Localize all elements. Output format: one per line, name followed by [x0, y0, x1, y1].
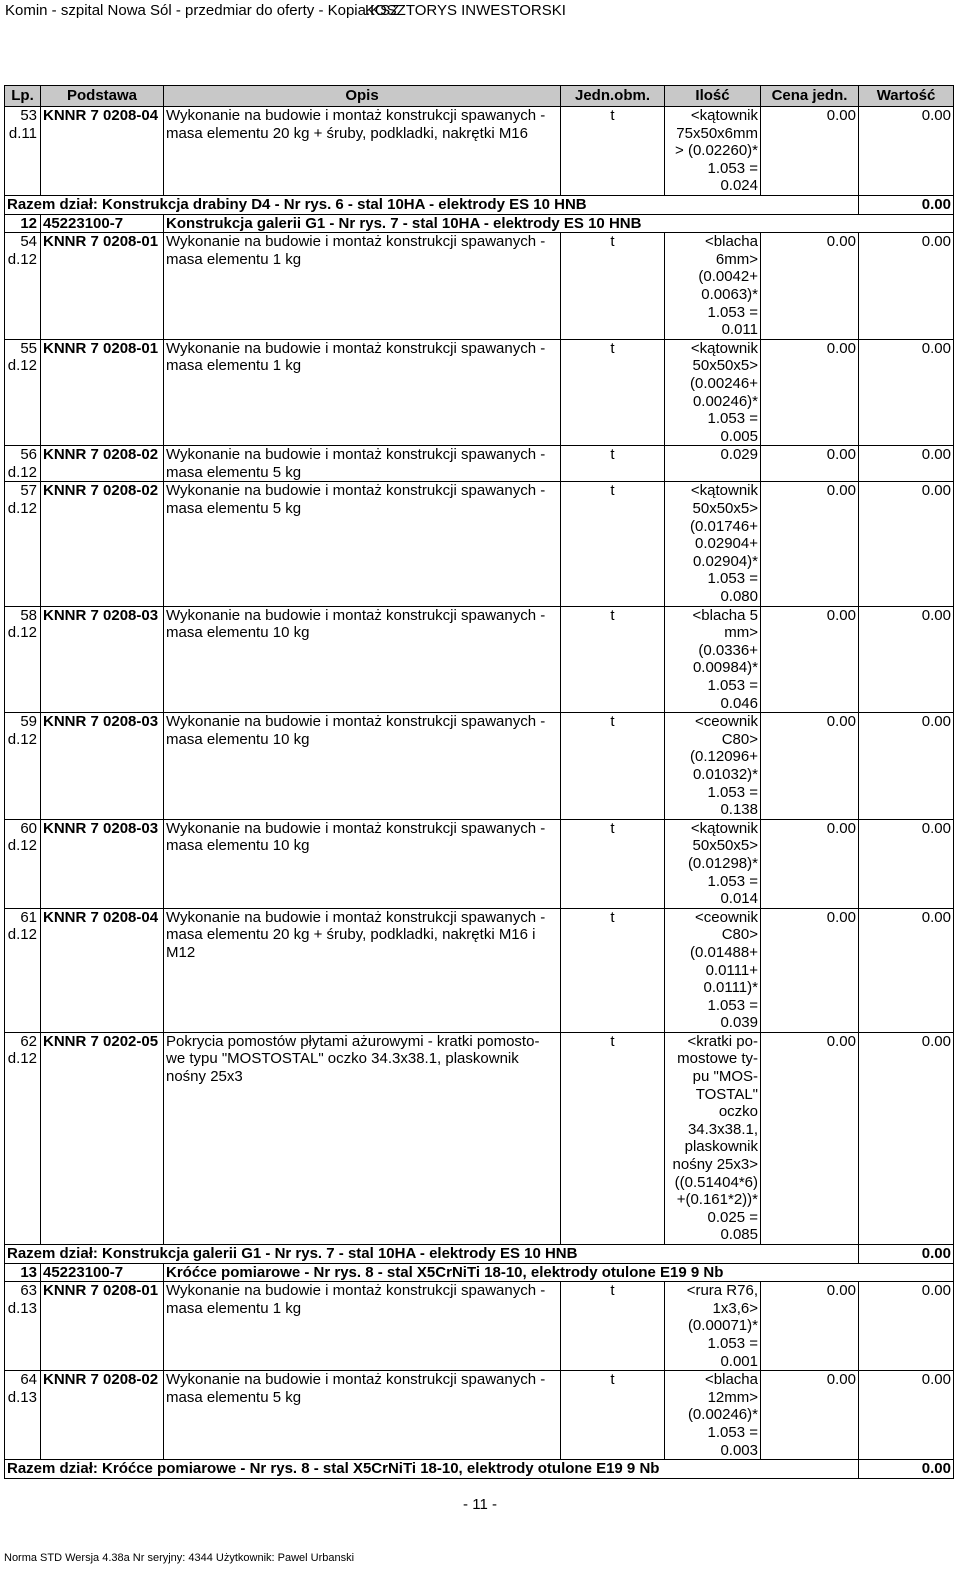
row-quantity	[665, 482, 761, 606]
row-unit: t	[561, 1032, 665, 1244]
quantity-line: <ceownik	[695, 908, 758, 926]
row-quantity	[665, 446, 761, 482]
col-cena: Cena jedn.	[761, 86, 859, 107]
row-lp-line: 63	[20, 1282, 37, 1300]
row-podstawa: KNNR 7 0202-05	[41, 1032, 164, 1244]
quantity-line: 0.080	[720, 588, 758, 606]
row-unit: t	[561, 606, 665, 713]
row-podstawa: KNNR 7 0208-04	[41, 107, 164, 196]
row-unit: t	[561, 1371, 665, 1460]
quantity-line: 0.00984)*	[692, 659, 758, 677]
row-unit: t	[561, 482, 665, 606]
estimate-table	[4, 85, 954, 1479]
row-value: 0.00	[859, 713, 954, 820]
row-value: 0.00	[859, 339, 954, 446]
quantity-line: 0.039	[720, 1014, 758, 1032]
row-lp-line: d.13	[7, 1388, 37, 1406]
quantity-line: (0.01488+	[690, 943, 758, 961]
row-podstawa: KNNR 7 0208-01	[41, 1282, 164, 1371]
row-lp-line: d.12	[7, 624, 37, 642]
quantity-line: (0.12096+	[690, 748, 758, 766]
quantity-line: 0.0111)*	[703, 979, 758, 997]
row-unit: t	[561, 446, 665, 482]
quantity-line: (0.00246+	[690, 374, 758, 392]
row-value: 0.00	[859, 1282, 954, 1371]
row-opis: Wykonanie na budowie i montaż konstrukcji spawanych - masa elementu 1 kg	[164, 1282, 561, 1371]
row-opis: Wykonanie na budowie i montaż konstrukcji spawanych - masa elementu 1 kg	[164, 233, 561, 340]
row-podstawa: KNNR 7 0208-02	[41, 446, 164, 482]
row-quantity	[665, 819, 761, 908]
row-quantity	[665, 107, 761, 196]
quantity-line: 0.025 =	[707, 1208, 758, 1226]
row-lp	[5, 1282, 41, 1371]
quantity-line: (0.00071)*	[687, 1317, 758, 1335]
quantity-line: 0.02904+	[695, 535, 758, 553]
row-lp	[5, 713, 41, 820]
row-lp-line: d.12	[7, 926, 37, 944]
quantity-line: 1.053 =	[707, 783, 758, 801]
table-row	[5, 107, 954, 196]
quantity-line: C80>	[721, 730, 758, 748]
quantity-line: 0.138	[720, 801, 758, 819]
row-unit-price: 0.00	[761, 606, 859, 713]
row-quantity	[665, 606, 761, 713]
row-lp	[5, 446, 41, 482]
section-total-value: 0.00	[859, 1460, 954, 1479]
quantity-line: 12mm>	[707, 1388, 758, 1406]
quantity-line: 1.053 =	[707, 303, 758, 321]
row-lp	[5, 819, 41, 908]
footer-info: Norma STD Wersja 4.38a Nr seryjny: 4344 Użytkownik: Pawel Urbanski	[4, 1552, 355, 1564]
row-lp-line: 59	[20, 713, 37, 731]
row-lp	[5, 339, 41, 446]
quantity-line: 0.00246)*	[692, 392, 758, 410]
section-title: Konstrukcja galerii G1 - Nr rys. 7 - stal 10HA - elektrody ES 10 HNB	[164, 214, 954, 233]
col-podstawa: Podstawa	[41, 86, 164, 107]
row-podstawa: KNNR 7 0208-02	[41, 1371, 164, 1460]
row-podstawa: KNNR 7 0208-03	[41, 606, 164, 713]
row-unit: t	[561, 713, 665, 820]
quantity-line: 0.003	[720, 1441, 758, 1459]
table-row	[5, 446, 954, 482]
quantity-line: 0.085	[720, 1226, 758, 1244]
quantity-line: <blacha	[705, 1371, 758, 1389]
row-lp-line: 53	[20, 107, 37, 124]
row-opis: Wykonanie na budowie i montaż konstrukcji spawanych - masa elementu 5 kg	[164, 1371, 561, 1460]
row-value: 0.00	[859, 482, 954, 606]
row-value: 0.00	[859, 819, 954, 908]
row-podstawa: KNNR 7 0208-04	[41, 908, 164, 1032]
row-lp-line: 57	[20, 482, 37, 500]
section-total-row	[5, 1245, 954, 1264]
row-quantity	[665, 908, 761, 1032]
row-opis: Wykonanie na budowie i montaż konstrukcji spawanych - masa elementu 5 kg	[164, 446, 561, 482]
quantity-line: C80>	[721, 926, 758, 944]
quantity-line: TOSTAL"	[695, 1085, 758, 1103]
quantity-line: 75x50x6mm	[676, 124, 758, 142]
table-row	[5, 606, 954, 713]
row-podstawa: KNNR 7 0208-02	[41, 482, 164, 606]
document-type: KOSZTORYS INWESTORSKI	[365, 2, 566, 19]
col-wartosc: Wartość	[859, 86, 954, 107]
row-unit-price: 0.00	[761, 233, 859, 340]
section-total-value: 0.00	[859, 1245, 954, 1264]
row-unit: t	[561, 1282, 665, 1371]
table-row	[5, 1282, 954, 1371]
quantity-line: (0.0336+	[698, 641, 758, 659]
row-unit-price: 0.00	[761, 1282, 859, 1371]
quantity-line: 6mm>	[715, 250, 758, 268]
section-total-row	[5, 1460, 954, 1479]
quantity-line: <kratki po-	[687, 1032, 758, 1050]
table-row	[5, 482, 954, 606]
quantity-line: 0.024	[720, 177, 758, 195]
row-unit: t	[561, 107, 665, 196]
row-lp-line: d.12	[7, 357, 37, 375]
quantity-line: 1.053 =	[707, 1334, 758, 1352]
quantity-line: pu "MOS-	[692, 1068, 758, 1086]
section-total-label: Razem dział: Konstrukcja galerii G1 - Nr rys. 7 - stal 10HA - elektrody ES 10 HNB	[5, 1245, 859, 1264]
table-row	[5, 908, 954, 1032]
row-lp	[5, 1371, 41, 1460]
quantity-line: mm>	[724, 624, 758, 642]
row-lp-line: d.12	[7, 837, 37, 855]
quantity-line: 0.0063)*	[701, 285, 758, 303]
section-total-label: Razem dział: Króćce pomiarowe - Nr rys. 8 - stal X5CrNiTi 18-10, elektrody otulone E19 9 Nb	[5, 1460, 859, 1479]
row-podstawa: KNNR 7 0208-01	[41, 233, 164, 340]
section-lp: 12	[5, 214, 41, 233]
row-unit: t	[561, 908, 665, 1032]
section-total-row	[5, 195, 954, 214]
row-value: 0.00	[859, 233, 954, 340]
quantity-line: 1.053 =	[707, 996, 758, 1014]
row-quantity	[665, 1282, 761, 1371]
row-podstawa: KNNR 7 0208-01	[41, 339, 164, 446]
col-jedn: Jedn.obm.	[561, 86, 665, 107]
table-row	[5, 819, 954, 908]
row-value: 0.00	[859, 606, 954, 713]
col-opis: Opis	[164, 86, 561, 107]
table-body	[5, 107, 954, 1479]
table-row	[5, 233, 954, 340]
row-podstawa: KNNR 7 0208-03	[41, 819, 164, 908]
section-total-value: 0.00	[859, 195, 954, 214]
quantity-line: 0.01032)*	[692, 765, 758, 783]
row-opis: Wykonanie na budowie i montaż konstrukcji spawanych - masa elementu 20 kg + śruby, podkladki, nakrętki M16 i M12	[164, 908, 561, 1032]
row-opis: Wykonanie na budowie i montaż konstrukcji spawanych - masa elementu 20 kg + śruby, podkladki, nakrętki M16	[164, 107, 561, 196]
quantity-line: 0.046	[720, 694, 758, 712]
quantity-line: 0.02904)*	[692, 552, 758, 570]
quantity-line: 1.053 =	[707, 1423, 758, 1441]
quantity-line: 1.053 =	[707, 677, 758, 694]
quantity-line: 0.0111+	[705, 961, 758, 979]
row-lp-line: 62	[20, 1032, 37, 1050]
row-unit-price: 0.00	[761, 908, 859, 1032]
row-unit-price: 0.00	[761, 819, 859, 908]
quantity-line: mostowe ty-	[677, 1050, 758, 1068]
row-unit-price: 0.00	[761, 107, 859, 196]
row-lp	[5, 1032, 41, 1244]
table-row	[5, 713, 954, 820]
row-quantity	[665, 1371, 761, 1460]
row-unit: t	[561, 233, 665, 340]
row-lp-line: 56	[20, 446, 37, 464]
quantity-line: <kątownik	[690, 339, 758, 357]
quantity-line: 1.053 =	[707, 872, 758, 890]
quantity-line: (0.01298)*	[687, 854, 758, 872]
row-quantity	[665, 339, 761, 446]
row-unit-price: 0.00	[761, 713, 859, 820]
quantity-line: (0.00246)*	[687, 1406, 758, 1424]
quantity-line: > (0.02260)*	[675, 142, 758, 160]
quantity-line: (0.01746+	[690, 517, 758, 535]
row-unit-price: 0.00	[761, 1032, 859, 1244]
quantity-line: 0.005	[720, 427, 758, 445]
row-value: 0.00	[859, 446, 954, 482]
quantity-line: 0.029	[720, 446, 758, 464]
row-lp-line: d.11	[8, 124, 37, 142]
section-title: Króćce pomiarowe - Nr rys. 8 - stal X5CrNiTi 18-10, elektrody otulone E19 9 Nb	[164, 1263, 954, 1282]
row-lp	[5, 606, 41, 713]
quantity-line: 0.014	[720, 890, 758, 908]
quantity-line: <kątownik	[690, 482, 758, 500]
row-lp-line: d.12	[7, 463, 37, 481]
row-lp-line: 61	[20, 908, 37, 926]
quantity-line: <kątownik	[690, 107, 758, 124]
row-lp	[5, 482, 41, 606]
row-unit-price: 0.00	[761, 482, 859, 606]
quantity-line: 1.053 =	[707, 570, 758, 588]
quantity-line: 50x50x5>	[692, 357, 758, 375]
document-title: Komin - szpital Nowa Sól - przedmiar do oferty - Kopia.KSZ	[5, 2, 400, 19]
quantity-line: 34.3x38.1,	[687, 1120, 758, 1138]
row-opis: Pokrycia pomostów płytami ażurowymi - kratki pomosto-we typu "MOSTOSTAL" oczko 34.3x38.1, plaskownik nośny 25x3	[164, 1032, 561, 1244]
quantity-line: <rura R76,	[686, 1282, 758, 1300]
quantity-line: <blacha	[705, 233, 758, 251]
row-value: 0.00	[859, 107, 954, 196]
row-value: 0.00	[859, 908, 954, 1032]
row-lp-line: d.12	[7, 250, 37, 268]
col-lp: Lp.	[5, 86, 41, 107]
row-lp-line: 60	[20, 819, 37, 837]
quantity-line: <kątownik	[690, 819, 758, 837]
row-value: 0.00	[859, 1371, 954, 1460]
quantity-line: nośny 25x3>	[672, 1156, 758, 1174]
row-quantity	[665, 233, 761, 340]
table-row	[5, 339, 954, 446]
quantity-line: <blacha 5	[692, 606, 758, 624]
quantity-line: 0.001	[720, 1352, 758, 1370]
row-unit-price: 0.00	[761, 1371, 859, 1460]
row-opis: Wykonanie na budowie i montaż konstrukcji spawanych - masa elementu 1 kg	[164, 339, 561, 446]
quantity-line: <ceownik	[695, 713, 758, 731]
row-podstawa: KNNR 7 0208-03	[41, 713, 164, 820]
row-lp-line: 54	[20, 233, 37, 251]
quantity-line: 50x50x5>	[692, 500, 758, 518]
section-code: 45223100-7	[41, 1263, 164, 1282]
quantity-line: 0.011	[721, 321, 758, 339]
row-quantity	[665, 713, 761, 820]
section-header-row	[5, 214, 954, 233]
row-lp-line: d.12	[7, 1050, 37, 1068]
row-unit: t	[561, 339, 665, 446]
row-unit-price: 0.00	[761, 446, 859, 482]
quantity-line: 50x50x5>	[692, 837, 758, 855]
row-unit-price: 0.00	[761, 339, 859, 446]
quantity-line: 1x3,6>	[712, 1299, 758, 1317]
quantity-line: plaskownik	[684, 1138, 758, 1156]
section-total-label: Razem dział: Konstrukcja drabiny D4 - Nr rys. 6 - stal 10HA - elektrody ES 10 HNB	[5, 195, 859, 214]
row-lp-line: 55	[20, 339, 37, 357]
table-row	[5, 1032, 954, 1244]
section-header-row	[5, 1263, 954, 1282]
row-value: 0.00	[859, 1032, 954, 1244]
row-lp	[5, 233, 41, 340]
quantity-line: 1.053 =	[707, 159, 758, 177]
row-opis: Wykonanie na budowie i montaż konstrukcji spawanych - masa elementu 10 kg	[164, 819, 561, 908]
row-lp-line: d.12	[7, 500, 37, 518]
col-ilosc: Ilość	[665, 86, 761, 107]
quantity-line: oczko	[718, 1103, 758, 1121]
quantity-line: +(0.161*2))*	[676, 1191, 758, 1209]
section-code: 45223100-7	[41, 214, 164, 233]
row-lp-line: d.13	[7, 1299, 37, 1317]
row-quantity	[665, 1032, 761, 1244]
row-lp-line: 58	[20, 606, 37, 624]
row-opis: Wykonanie na budowie i montaż konstrukcji spawanych - masa elementu 5 kg	[164, 482, 561, 606]
table-row	[5, 1371, 954, 1460]
row-opis: Wykonanie na budowie i montaż konstrukcji spawanych - masa elementu 10 kg	[164, 606, 561, 713]
quantity-line: (0.0042+	[698, 268, 758, 286]
row-opis: Wykonanie na budowie i montaż konstrukcji spawanych - masa elementu 10 kg	[164, 713, 561, 820]
table-header-row	[5, 86, 954, 107]
section-lp: 13	[5, 1263, 41, 1282]
row-lp-line: 64	[20, 1371, 37, 1389]
page-number: - 11 -	[463, 1496, 497, 1513]
quantity-line: 1.053 =	[707, 410, 758, 428]
row-lp	[5, 107, 41, 196]
quantity-line: ((0.51404*6)	[674, 1173, 758, 1191]
row-lp-line: d.12	[7, 730, 37, 748]
row-lp	[5, 908, 41, 1032]
row-unit: t	[561, 819, 665, 908]
